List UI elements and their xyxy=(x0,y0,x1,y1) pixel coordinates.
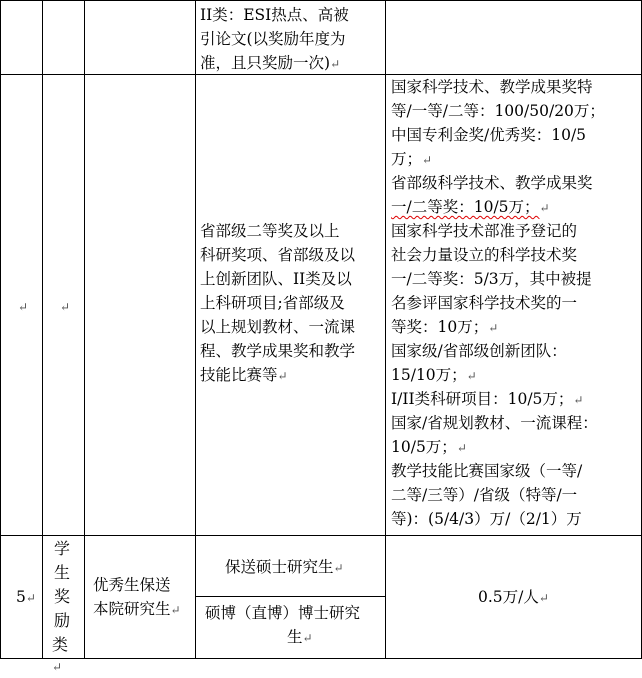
criteria-line: 以上规划教材、一流课 xyxy=(200,318,356,336)
reward-line: Ⅰ/II类科研项目：10/5万；↵ xyxy=(391,390,584,408)
paragraph-mark: ↵ xyxy=(488,321,499,335)
reward-line: 二等/三等）/省级（特等/一 xyxy=(391,486,578,504)
reward-line: 社会力量设立的科学技术奖 xyxy=(391,246,578,264)
paragraph-mark: ↵ xyxy=(422,153,433,167)
reward-line: 等)：(5/4/3）万/（2/1）万 xyxy=(391,510,582,528)
reward-line: 国家科学技术部准予登记的 xyxy=(391,222,578,240)
criteria-line: 技能比赛等↵ xyxy=(200,366,288,384)
reward-line: 国家级/省部级创新团队： xyxy=(391,342,567,360)
reward-line: 名参评国家科学技术奖的一 xyxy=(391,294,578,312)
paragraph-mark: ↵ xyxy=(25,591,36,605)
paragraph-mark: ↵ xyxy=(302,631,313,645)
paragraph-mark: ↵ xyxy=(456,441,467,455)
rule-col-4 xyxy=(385,0,386,659)
criteria-line: 程、教学成果奖和教学 xyxy=(200,342,356,360)
sub-item-line: 硕博（直博）博士研究 xyxy=(205,604,361,622)
criteria-line: II类：ESI热点、高被 xyxy=(200,6,349,24)
reward-line: 省部级科学技术、教学成果奖 xyxy=(391,174,593,192)
reward-line: 国家/省规划教材、一流课程： xyxy=(391,414,598,432)
category-char: 励 xyxy=(53,611,70,630)
paragraph-mark: ↵ xyxy=(466,369,477,383)
category-char: 奖 xyxy=(53,587,70,606)
paragraph-mark: ↵ xyxy=(539,201,550,215)
row-number: 5↵ xyxy=(16,588,36,606)
reward-line: 15/10万；↵ xyxy=(391,366,477,384)
rule-top xyxy=(0,0,642,1)
criteria-line: 准，且只奖励一次)↵ xyxy=(200,54,341,72)
reward-line: 等奖：10万；↵ xyxy=(391,318,499,336)
reward-line: 10/5万；↵ xyxy=(391,438,467,456)
amount-value: 0.5万/人↵ xyxy=(478,588,549,606)
criteria-line: 省部级二等奖及以上 xyxy=(200,222,340,240)
item-line: 优秀生保送 xyxy=(93,576,171,594)
paragraph-mark: ↵ xyxy=(18,300,29,314)
reward-line: 教学技能比赛国家级（一等/ xyxy=(391,462,583,480)
reward-line: 中国专利金奖/优秀奖：10/5 xyxy=(391,126,587,144)
mid-row-col1-cell xyxy=(18,295,28,319)
mid-row-col2-cell xyxy=(60,295,70,319)
rule-sub-divider xyxy=(195,596,385,597)
paragraph-mark: ↵ xyxy=(330,57,341,71)
rule-col-0 xyxy=(0,0,1,659)
paragraph-mark: ↵ xyxy=(333,561,344,575)
reward-line: 万；↵ xyxy=(391,150,433,168)
reward-line: 一/二等奖：10/5万；↵ xyxy=(391,198,550,216)
reward-line: 一/二等奖：5/3万，其中被提 xyxy=(391,270,592,288)
criteria-line: 引论文(以奖励年度为 xyxy=(200,30,346,48)
rule-col-2 xyxy=(84,0,85,659)
paragraph-mark: ↵ xyxy=(52,660,63,674)
category-char: 生 xyxy=(53,563,70,582)
reward-line: 国家科学技术、教学成果奖特 xyxy=(391,78,593,96)
criteria-line: 科研奖项、省部级及以 xyxy=(200,246,356,264)
paragraph-mark: ↵ xyxy=(573,393,584,407)
item-line: 本院研究生↵ xyxy=(93,600,181,618)
rule-row-divider-2 xyxy=(0,535,642,536)
criteria-line: 上创新团队、II类及以 xyxy=(200,270,352,288)
rule-col-1 xyxy=(42,0,43,659)
paragraph-mark: ↵ xyxy=(170,603,181,617)
sub-item-line: 生↵ xyxy=(287,628,313,646)
paragraph-mark: ↵ xyxy=(60,300,71,314)
category-char: 类↵ xyxy=(52,635,69,674)
rule-col-3 xyxy=(195,0,196,659)
paragraph-mark: ↵ xyxy=(277,369,288,383)
category-char: 学 xyxy=(53,539,70,558)
criteria-line: 上科研项目;省部级及 xyxy=(200,294,345,312)
sub-item-master: 保送硕士研究生↵ xyxy=(225,558,344,576)
paragraph-mark: ↵ xyxy=(538,591,549,605)
reward-line: 等/一等/二等：100/50/20万； xyxy=(391,102,605,120)
rule-bottom xyxy=(0,658,642,659)
